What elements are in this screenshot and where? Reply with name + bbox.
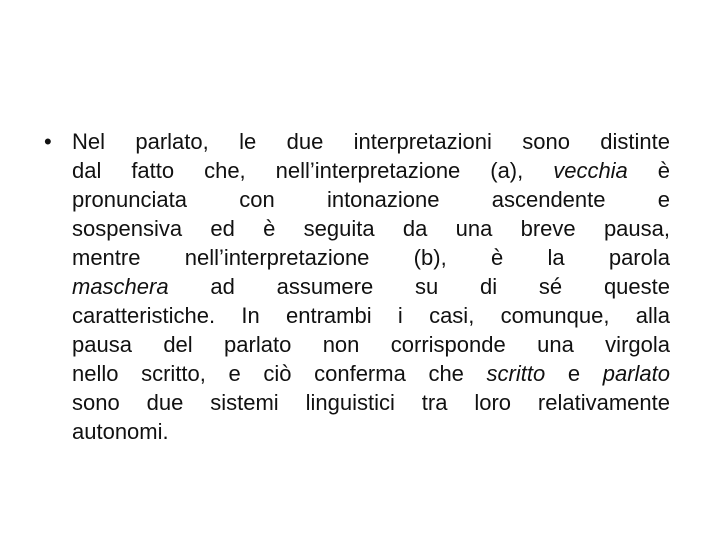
text-line <box>72 272 670 301</box>
text-line <box>72 156 670 185</box>
text-segment: sono due sistemi linguistici tra loro relativamente <box>72 390 670 415</box>
text-line <box>72 417 670 446</box>
italic-text: vecchia <box>553 158 628 183</box>
text-line <box>72 127 670 156</box>
text-segment: è <box>627 158 670 183</box>
text-line <box>72 243 670 272</box>
text-segment: autonomi. <box>72 419 169 444</box>
text-line <box>72 301 670 330</box>
text-line <box>72 330 670 359</box>
bullet-icon: • <box>44 129 52 154</box>
text-segment: Nel parlato, le due interpretazioni sono distinte <box>72 129 670 154</box>
text-segment: e <box>545 361 603 386</box>
text-segment: pronunciata con intonazione ascendente e <box>72 187 670 212</box>
italic-text: maschera <box>72 274 169 299</box>
bullet-paragraph <box>72 127 670 446</box>
text-segment: dal fatto che, nell’interpretazione (a), <box>72 158 554 183</box>
text-segment: nello scritto, e ciò conferma che <box>72 361 487 386</box>
text-segment: mentre nell’interpretazione (b), è la parola <box>72 245 670 270</box>
text-segment: caratteristiche. In entrambi i casi, comunque, alla <box>72 303 670 328</box>
text-line <box>72 359 670 388</box>
italic-text: scritto <box>486 361 546 386</box>
text-line <box>72 185 670 214</box>
text-segment: pausa del parlato non corrisponde una virgola <box>72 332 670 357</box>
text-line <box>72 388 670 417</box>
text-segment: sospensiva ed è seguita da una breve pausa, <box>72 216 670 241</box>
italic-text: parlato <box>602 361 670 386</box>
text-line <box>72 214 670 243</box>
text-segment: ad assumere su di sé queste <box>168 274 670 299</box>
